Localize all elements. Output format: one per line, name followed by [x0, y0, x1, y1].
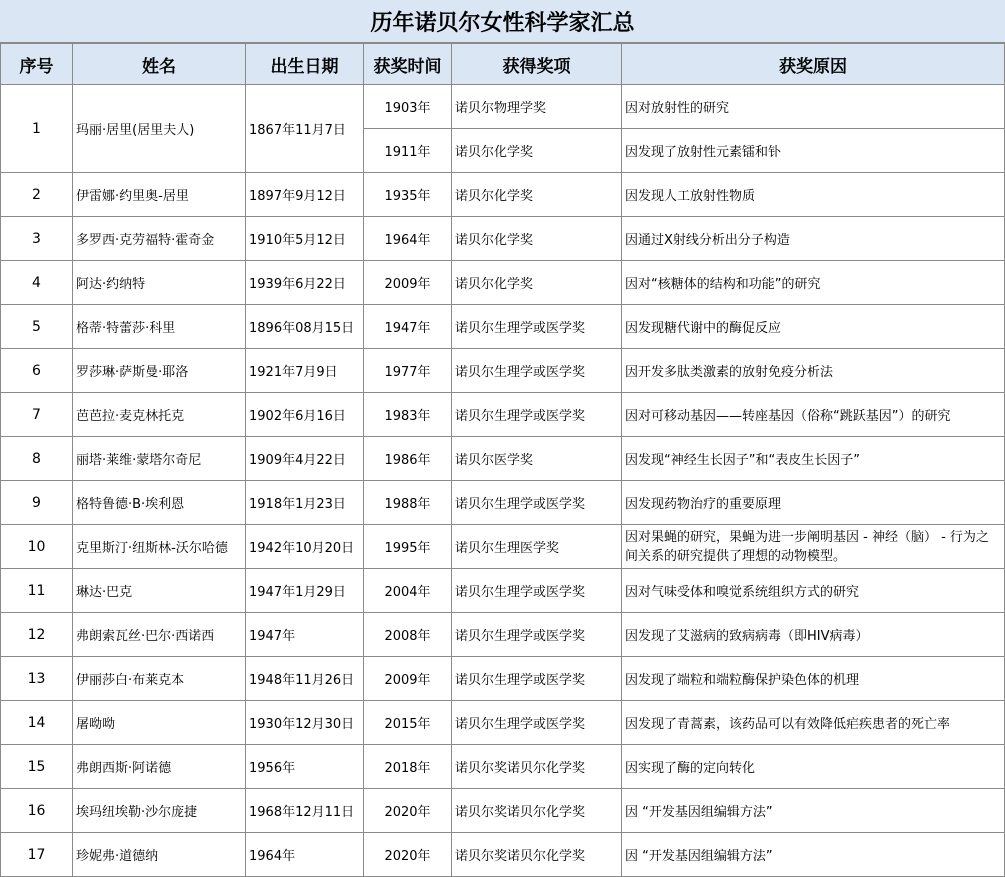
table-row	[1, 789, 1005, 833]
cell-award-year[interactable]: 1995年	[364, 525, 452, 569]
cell-prize[interactable]: 诺贝尔生理学或医学奖	[452, 613, 622, 657]
cell-reason[interactable]: 因对果蝇的研究，果蝇为进一步阐明基因 - 神经（脑） - 行为之间关系的研究提供了理想的动物模型。	[622, 525, 1005, 569]
cell-prize[interactable]: 诺贝尔生理学或医学奖	[452, 657, 622, 701]
cell-reason[interactable]: 因通过X射线分析出分子构造	[622, 217, 1005, 261]
table-row	[1, 481, 1005, 525]
table-row	[1, 349, 1005, 393]
header-birthdate[interactable]: 出生日期	[246, 44, 364, 85]
cell-birthdate[interactable]: 1948年11月26日	[246, 657, 364, 701]
cell-prize[interactable]: 诺贝尔化学奖	[452, 173, 622, 217]
cell-birthdate[interactable]: 1964年	[246, 833, 364, 877]
cell-prize[interactable]: 诺贝尔奖诺贝尔化学奖	[452, 745, 622, 789]
cell-award-year[interactable]: 2020年	[364, 833, 452, 877]
cell-name[interactable]: 芭芭拉·麦克林托克	[73, 393, 246, 437]
cell-name[interactable]: 格特鲁德·B·埃利恩	[73, 481, 246, 525]
cell-prize[interactable]: 诺贝尔生理学或医学奖	[452, 393, 622, 437]
cell-award-year[interactable]: 2015年	[364, 701, 452, 745]
cell-birthdate[interactable]: 1921年7月9日	[246, 349, 364, 393]
cell-name[interactable]: 克里斯汀·纽斯林-沃尔哈德	[73, 525, 246, 569]
cell-number[interactable]: 17	[1, 833, 73, 877]
cell-name[interactable]: 玛丽·居里(居里夫人)	[73, 85, 246, 173]
cell-number[interactable]: 9	[1, 481, 73, 525]
cell-reason[interactable]: 因对气味受体和嗅觉系统组织方式的研究	[622, 569, 1005, 613]
cell-name[interactable]: 屠呦呦	[73, 701, 246, 745]
cell-award-year[interactable]: 1935年	[364, 173, 452, 217]
cell-reason[interactable]: 因对“核糖体的结构和功能”的研究	[622, 261, 1005, 305]
cell-award-year[interactable]: 2004年	[364, 569, 452, 613]
cell-name[interactable]: 埃玛纽埃勒·沙尔庞捷	[73, 789, 246, 833]
cell-birthdate[interactable]: 1956年	[246, 745, 364, 789]
cell-award-year[interactable]: 2020年	[364, 789, 452, 833]
cell-number[interactable]: 2	[1, 173, 73, 217]
cell-reason[interactable]: 因发现了端粒和端粒酶保护染色体的机理	[622, 657, 1005, 701]
table-row	[1, 437, 1005, 481]
cell-number[interactable]: 1	[1, 85, 73, 173]
table-body	[1, 85, 1005, 877]
cell-reason[interactable]: 因发现了青蒿素，该药品可以有效降低疟疾患者的死亡率	[622, 701, 1005, 745]
cell-reason[interactable]: 因对放射性的研究	[622, 85, 1005, 129]
cell-reason[interactable]: 因 “开发基因组编辑方法”	[622, 789, 1005, 833]
table-row	[1, 173, 1005, 217]
cell-prize[interactable]: 诺贝尔奖诺贝尔化学奖	[452, 833, 622, 877]
cell-award-year[interactable]: 2009年	[364, 657, 452, 701]
cell-award-year[interactable]: 2018年	[364, 745, 452, 789]
table-row	[1, 569, 1005, 613]
table-row	[1, 525, 1005, 569]
cell-reason[interactable]: 因实现了酶的定向转化	[622, 745, 1005, 789]
cell-award-year[interactable]: 1964年	[364, 217, 452, 261]
cell-reason[interactable]: 因对可移动基因——转座基因（俗称“跳跃基因”）的研究	[622, 393, 1005, 437]
cell-number[interactable]: 16	[1, 789, 73, 833]
cell-reason[interactable]: 因发现药物治疗的重要原理	[622, 481, 1005, 525]
cell-birthdate[interactable]: 1867年11月7日	[246, 85, 364, 173]
cell-birthdate[interactable]: 1910年5月12日	[246, 217, 364, 261]
cell-birthdate[interactable]: 1968年12月11日	[246, 789, 364, 833]
cell-name[interactable]: 伊雷娜·约里奥-居里	[73, 173, 246, 217]
cell-number[interactable]: 13	[1, 657, 73, 701]
table-row	[1, 833, 1005, 877]
table-row	[1, 217, 1005, 261]
cell-reason[interactable]: 因发现糖代谢中的酶促反应	[622, 305, 1005, 349]
cell-name[interactable]: 弗朗西斯·阿诺德	[73, 745, 246, 789]
cell-award-year[interactable]: 1988年	[364, 481, 452, 525]
table-row	[1, 393, 1005, 437]
table-row	[1, 613, 1005, 657]
header-prize[interactable]: 获得奖项	[452, 44, 622, 85]
table-row	[1, 701, 1005, 745]
cell-birthdate[interactable]: 1896年08月15日	[246, 305, 364, 349]
table-header	[1, 44, 1005, 85]
cell-prize[interactable]: 诺贝尔奖诺贝尔化学奖	[452, 789, 622, 833]
cell-name[interactable]: 罗莎琳·萨斯曼·耶洛	[73, 349, 246, 393]
cell-prize[interactable]: 诺贝尔生理医学奖	[452, 525, 622, 569]
cell-number[interactable]: 12	[1, 613, 73, 657]
cell-birthdate[interactable]: 1918年1月23日	[246, 481, 364, 525]
laureates-table	[0, 43, 1005, 877]
header-award-year[interactable]: 获奖时间	[364, 44, 452, 85]
cell-award-year[interactable]: 1977年	[364, 349, 452, 393]
cell-reason[interactable]: 因开发多肽类激素的放射免疫分析法	[622, 349, 1005, 393]
cell-reason[interactable]: 因发现人工放射性物质	[622, 173, 1005, 217]
cell-number[interactable]: 14	[1, 701, 73, 745]
cell-prize[interactable]: 诺贝尔化学奖	[452, 217, 622, 261]
table-row	[1, 305, 1005, 349]
cell-name[interactable]: 丽塔·莱维·蒙塔尔奇尼	[73, 437, 246, 481]
cell-award-year[interactable]: 1983年	[364, 393, 452, 437]
cell-reason[interactable]: 因 “开发基因组编辑方法”	[622, 833, 1005, 877]
header-number[interactable]: 序号	[1, 44, 73, 85]
header-reason[interactable]: 获奖原因	[622, 44, 1005, 85]
cell-name[interactable]: 琳达·巴克	[73, 569, 246, 613]
cell-prize[interactable]: 诺贝尔生理学或医学奖	[452, 569, 622, 613]
cell-number[interactable]: 10	[1, 525, 73, 569]
cell-name[interactable]: 伊丽莎白·布莱克本	[73, 657, 246, 701]
cell-prize[interactable]: 诺贝尔生理学或医学奖	[452, 305, 622, 349]
sheet-title: 历年诺贝尔女性科学家汇总	[0, 0, 1005, 43]
cell-prize[interactable]: 诺贝尔医学奖	[452, 437, 622, 481]
cell-number[interactable]: 8	[1, 437, 73, 481]
cell-birthdate[interactable]: 1947年1月29日	[246, 569, 364, 613]
cell-prize[interactable]: 诺贝尔生理学或医学奖	[452, 701, 622, 745]
cell-name[interactable]: 多罗西·克劳福特·霍奇金	[73, 217, 246, 261]
header-name[interactable]: 姓名	[73, 44, 246, 85]
cell-reason[interactable]: 因发现“神经生长因子”和“表皮生长因子”	[622, 437, 1005, 481]
cell-prize[interactable]: 诺贝尔物理学奖	[452, 85, 622, 129]
cell-name[interactable]: 格蒂·特蕾莎·科里	[73, 305, 246, 349]
cell-number[interactable]: 5	[1, 305, 73, 349]
cell-birthdate[interactable]: 1909年4月22日	[246, 437, 364, 481]
cell-name[interactable]: 弗朗索瓦丝·巴尔·西诺西	[73, 613, 246, 657]
cell-prize[interactable]: 诺贝尔化学奖	[452, 129, 622, 173]
cell-birthdate[interactable]: 1947年	[246, 613, 364, 657]
table-row	[1, 85, 1005, 129]
cell-name[interactable]: 阿达·约纳特	[73, 261, 246, 305]
cell-prize[interactable]: 诺贝尔生理学或医学奖	[452, 481, 622, 525]
cell-award-year[interactable]: 1903年	[364, 85, 452, 129]
cell-number[interactable]: 3	[1, 217, 73, 261]
cell-award-year[interactable]: 1911年	[364, 129, 452, 173]
cell-number[interactable]: 15	[1, 745, 73, 789]
cell-birthdate[interactable]: 1897年9月12日	[246, 173, 364, 217]
table-row	[1, 657, 1005, 701]
cell-award-year[interactable]: 2009年	[364, 261, 452, 305]
cell-number[interactable]: 11	[1, 569, 73, 613]
table-row	[1, 261, 1005, 305]
cell-number[interactable]: 6	[1, 349, 73, 393]
cell-number[interactable]: 7	[1, 393, 73, 437]
cell-award-year[interactable]: 1947年	[364, 305, 452, 349]
cell-birthdate[interactable]: 1930年12月30日	[246, 701, 364, 745]
cell-name[interactable]: 珍妮弗·道德纳	[73, 833, 246, 877]
cell-number[interactable]: 4	[1, 261, 73, 305]
cell-prize[interactable]: 诺贝尔化学奖	[452, 261, 622, 305]
cell-award-year[interactable]: 2008年	[364, 613, 452, 657]
cell-reason[interactable]: 因发现了艾滋病的致病病毒（即HIV病毒）	[622, 613, 1005, 657]
table-row	[1, 745, 1005, 789]
cell-birthdate[interactable]: 1902年6月16日	[246, 393, 364, 437]
cell-reason[interactable]: 因发现了放射性元素镭和钋	[622, 129, 1005, 173]
cell-award-year[interactable]: 1986年	[364, 437, 452, 481]
cell-birthdate[interactable]: 1939年6月22日	[246, 261, 364, 305]
cell-prize[interactable]: 诺贝尔生理学或医学奖	[452, 349, 622, 393]
cell-birthdate[interactable]: 1942年10月20日	[246, 525, 364, 569]
